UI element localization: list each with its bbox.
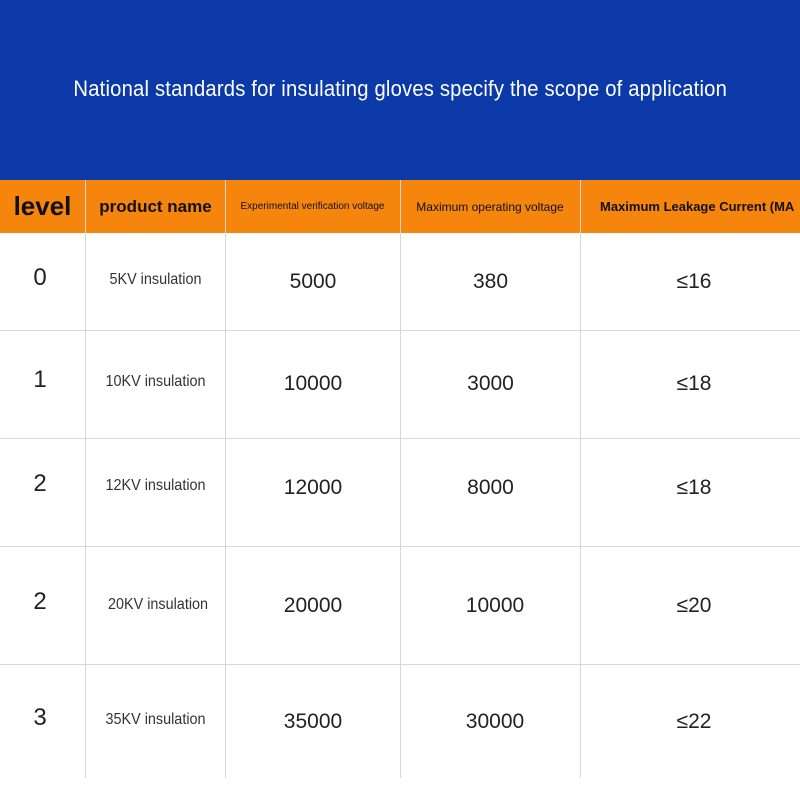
header-max-voltage: Maximum operating voltage (416, 199, 564, 214)
cell-product-name: 5KV insulation (109, 271, 202, 288)
cell-leakage-current: ≤16 (676, 270, 712, 293)
row-divider (0, 546, 800, 547)
cell-test-voltage: 10000 (283, 372, 343, 395)
cell-leakage-current: ≤22 (676, 710, 712, 733)
column-divider (85, 180, 86, 778)
cell-test-voltage: 5000 (289, 270, 337, 293)
cell-max-voltage: 8000 (467, 476, 514, 499)
cell-level: 3 (33, 704, 47, 731)
cell-test-voltage: 35000 (283, 710, 343, 733)
cell-level: 0 (33, 264, 47, 291)
cell-max-voltage: 30000 (465, 710, 525, 733)
cell-product-name: 20KV insulation (107, 596, 209, 613)
cell-product-name: 12KV insulation (105, 477, 206, 494)
header-leakage-current: Maximum Leakage Current (MA (600, 199, 795, 214)
cell-level: 1 (33, 366, 47, 393)
row-divider (0, 438, 800, 439)
row-divider (0, 664, 800, 665)
cell-max-voltage: 3000 (467, 372, 514, 395)
header-product-name: product name (99, 196, 212, 216)
title-banner (0, 0, 800, 180)
cell-leakage-current: ≤20 (676, 594, 712, 617)
cell-max-voltage: 10000 (465, 594, 525, 617)
cell-product-name: 10KV insulation (105, 373, 206, 390)
cell-leakage-current: ≤18 (676, 476, 712, 499)
header-test-voltage: Experimental verification voltage (240, 201, 385, 212)
cell-leakage-current: ≤18 (676, 372, 712, 395)
cell-level: 2 (33, 588, 47, 615)
cell-test-voltage: 12000 (283, 476, 343, 499)
cell-product-name: 35KV insulation (105, 711, 206, 728)
cell-level: 2 (33, 470, 47, 497)
cell-test-voltage: 20000 (283, 594, 343, 617)
cell-max-voltage: 380 (472, 270, 509, 293)
header-level: level (13, 191, 72, 221)
row-divider (0, 330, 800, 331)
page-title: National standards for insulating gloves specify the scope of application (73, 76, 727, 101)
